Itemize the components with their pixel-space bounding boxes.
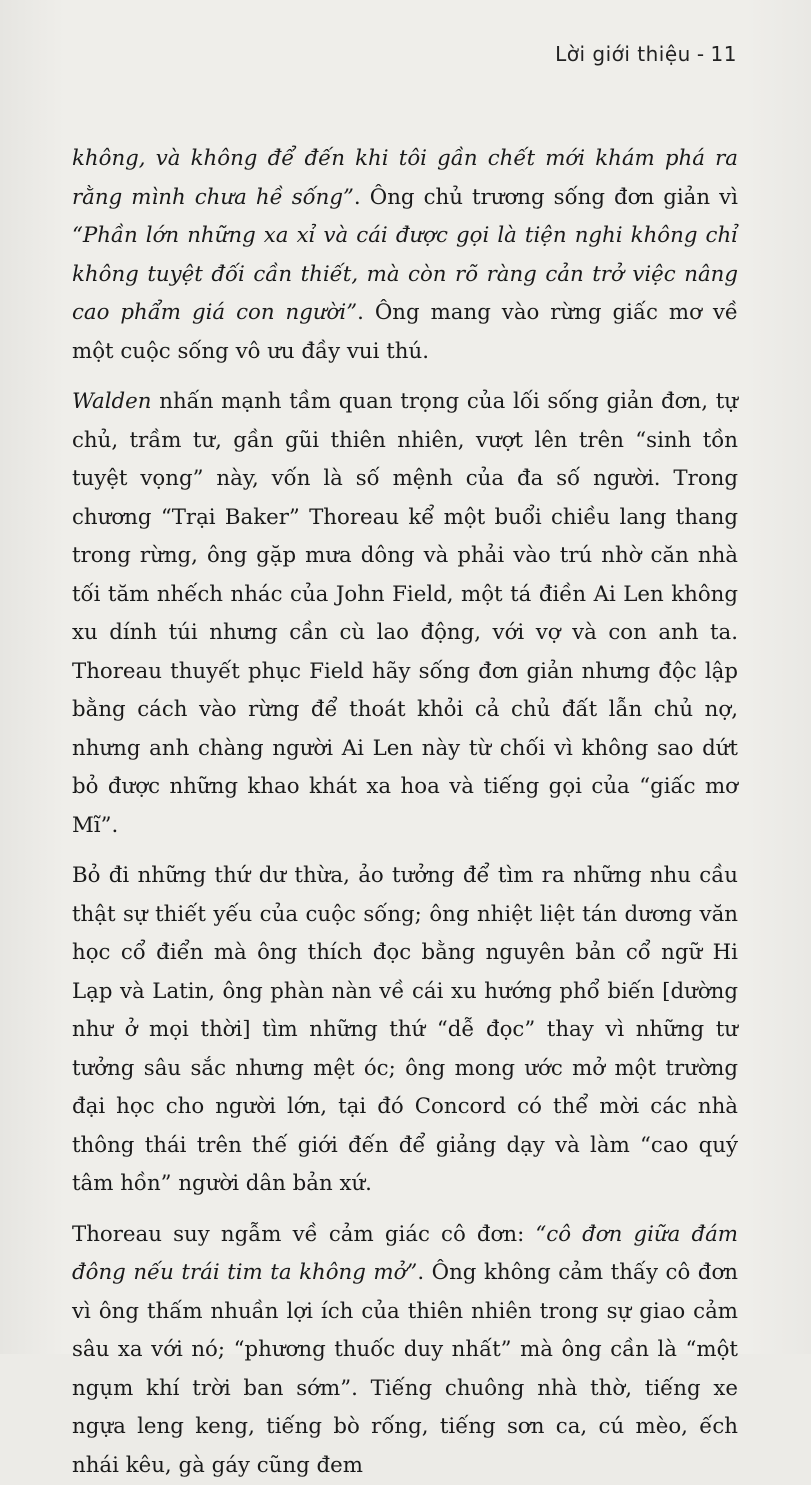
section-title: Lời giới thiệu xyxy=(555,42,691,66)
header-separator: - xyxy=(697,42,705,66)
text-segment: “Phần lớn những xa xỉ và cái được gọi là tiện nghi không chỉ không tuyệt đối cần thiết, mà còn rõ ràng cản trở việc nâng cao phẩm giá con người” xyxy=(72,223,738,325)
text-segment: Thoreau suy ngẫm về cảm giác cô đơn: xyxy=(72,1222,535,1247)
paragraph-3 xyxy=(72,857,738,1204)
body-text xyxy=(72,140,738,1485)
paragraph-1 xyxy=(72,140,738,371)
text-segment: . Ông mang vào rừng giấc mơ về một cuộc sống vô ưu đầy vui thú. xyxy=(72,300,738,364)
text-segment: . Ông chủ trương sống đơn giản vì xyxy=(354,185,738,210)
paragraph-2 xyxy=(72,383,738,845)
text-segment: “cô đơn giữa đám đông nếu trái tim ta không mở” xyxy=(72,1222,738,1286)
text-segment: Walden xyxy=(72,389,152,414)
running-header xyxy=(555,42,737,66)
text-segment: Bỏ đi những thứ dư thừa, ảo tưởng để tìm ra những nhu cầu thật sự thiết yếu của cuộc sống; ông nhiệt liệt tán dương văn học cổ điển mà ông thích đọc bằng nguyên bản cổ ngữ Hi Lạp và Latin, ông phàn nàn về cái xu hướng phổ biến [dường như ở mọi thời] tìm những thứ “dễ đọc” thay vì những tư tưởng sâu sắc nhưng mệt óc; ông mong ước mở một trường đại học cho người lớn, tại đó Concord có thể mời các nhà thông thái trên thế giới đến để giảng dạy và làm “cao quý tâm hồn” người dân bản xứ. xyxy=(72,863,738,1196)
text-segment: không, và không để đến khi tôi gần chết mới khám phá ra rằng mình chưa hề sống” xyxy=(72,146,738,210)
text-segment: nhấn mạnh tầm quan trọng của lối sống giản đơn, tự chủ, trầm tư, gần gũi thiên nhiên, vượt lên trên “sinh tồn tuyệt vọng” này, vốn là số mệnh của đa số người. Trong chương “Trại Baker” Thoreau kể một buổi chiều lang thang trong rừng, ông gặp mưa dông và phải vào trú nhờ căn nhà tối tăm nhếch nhác của John Field, một tá điền Ai Len không xu dính túi nhưng cần cù lao động, với vợ và con anh ta. Thoreau thuyết phục Field hãy sống đơn giản nhưng độc lập bằng cách vào rừng để thoát khỏi cả chủ đất lẫn chủ nợ, nhưng anh chàng người Ai Len này từ chối vì không sao dứt bỏ được những khao khát xa hoa và tiếng gọi của “giấc mơ Mĩ”. xyxy=(72,389,738,838)
text-segment: . Ông không cảm thấy cô đơn vì ông thấm nhuần lợi ích của thiên nhiên trong sự giao cảm sâu xa với nó; “phương thuốc duy nhất” mà ông cần là “một ngụm khí trời ban sớm”. Tiếng chuông nhà thờ, tiếng xe ngựa leng keng, tiếng bò rống, tiếng sơn ca, cú mèo, ếch nhái kêu, gà gáy cũng đem xyxy=(72,1260,738,1478)
paragraph-4 xyxy=(72,1216,738,1485)
page-number: 11 xyxy=(711,42,737,66)
